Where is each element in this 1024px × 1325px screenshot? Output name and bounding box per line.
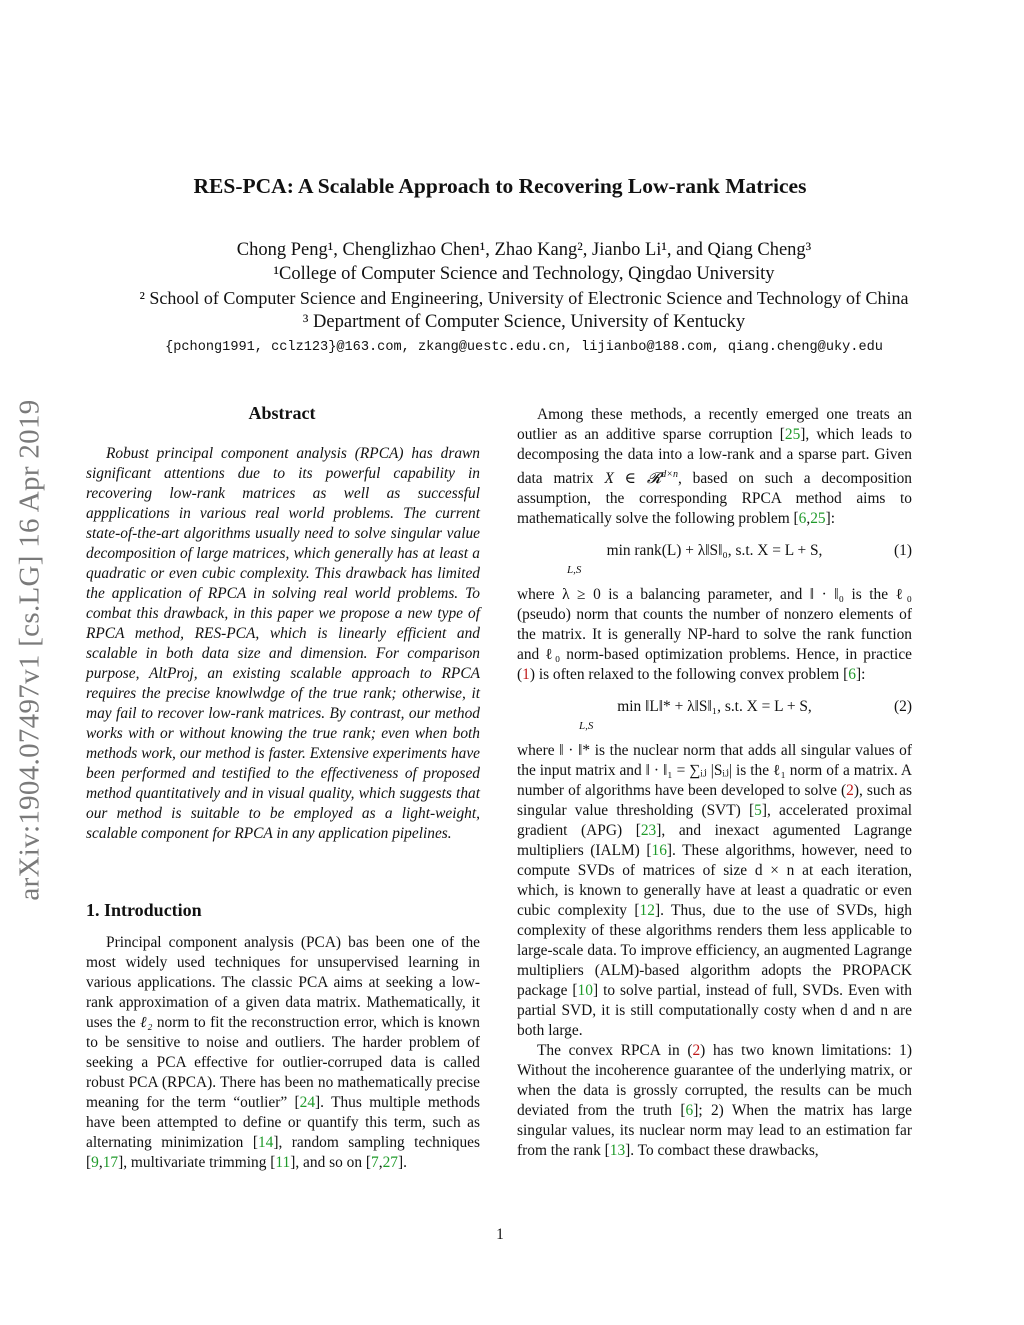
right-column	[517, 405, 912, 1161]
equation-2-subscript: L,S	[579, 720, 594, 733]
equation-reference-link[interactable]: 1	[522, 666, 530, 684]
equation-1-subscript: L,S	[567, 564, 582, 577]
equation-1	[517, 535, 912, 579]
citation-link[interactable]: 14	[257, 1134, 274, 1151]
page-number: 1	[496, 1226, 504, 1243]
arxiv-identifier	[2, 350, 58, 950]
equation-1-body: min rank(L) + λ‖S‖₀, s.t. X = L + S,	[606, 542, 823, 560]
citation-link[interactable]: 17	[102, 1154, 119, 1171]
equation-2	[517, 691, 912, 735]
abstract-body	[86, 444, 480, 844]
equation-reference-link[interactable]: 2	[692, 1042, 701, 1060]
citation-link[interactable]: 9	[91, 1154, 99, 1171]
equation-1-number: (1)	[894, 542, 912, 560]
citation-link[interactable]: 12	[639, 902, 655, 920]
citation-link[interactable]: 27	[382, 1154, 398, 1171]
citation-link[interactable]: 7	[371, 1154, 379, 1171]
citation-link[interactable]: 5	[754, 802, 762, 820]
right-paragraph-1: Among these methods, a recently emerged one treats an outlier as an additive sparse corruption [25], which leads to decomposing the data into a low-rank and a sparse part. Given data matrix X ∈ 𝓡$^{d\times n}$, based on such a decomposition assumption, the corresponding RPCA method aims to mathematically solve the following problem [6,25]:	[517, 406, 912, 528]
citation-link[interactable]: 24	[299, 1094, 316, 1111]
abstract-heading: Abstract	[248, 403, 316, 423]
author-list: Chong Peng¹, Chenglizhao Chen¹, Zhao Kang², Jianbo Li¹, and Qiang Cheng³	[236, 240, 812, 260]
citation-link[interactable]: 13	[609, 1142, 626, 1160]
right-paragraph-2: where λ ≥ 0 is a balancing parameter, and ‖ · ‖₀ is the ℓ₀ (pseudo) norm that counts the number of nonzero elements of the matrix. It is generally NP-hard to solve the rank function and ℓ₀ norm-based optimization problems. Hence, in practice (1) is often relaxed to the following convex problem [6]:	[517, 586, 912, 684]
citation-link[interactable]: 23	[640, 822, 657, 840]
equation-reference-link[interactable]: 2	[846, 782, 854, 800]
affiliation-2: ² School of Computer Science and Engineering, University of Electronic Science and Technology of China	[139, 288, 909, 308]
author-emails: {pchong1991, cclz123}@163.com, zkang@uestc.edu.cn, lijianbo@188.com, qiang.cheng@uky.edu	[165, 340, 883, 355]
citation-link[interactable]: 6	[798, 510, 807, 528]
affiliation-3: ³ Department of Computer Science, University of Kentucky	[302, 312, 746, 332]
equation-2-body: min ‖L‖* + λ‖S‖₁, s.t. X = L + S,	[617, 698, 812, 716]
affiliation-1: ¹College of Computer Science and Technology, Qingdao University	[273, 264, 775, 284]
citation-link[interactable]: 10	[577, 982, 593, 1000]
citation-link[interactable]: 25	[784, 426, 801, 443]
abstract-text: Robust principal component analysis (RPCA) has drawn significant attentions due to its powerful capability in recovering low-rank matrices as well as successful appplications in various real world problems. The current state-of-the-art algorithms usually need to solve singular value decomposition of large matrices, which generally has at least a quadratic or even cubic complexity. This drawback has limited the application of RPCA in solving real world problems. To combat this drawback, in this paper we propose a new type of RPCA method, RES-PCA, which is linearly efficient and scalable in both data size and dimension. For comparison purpose, AltProj, an existing scalable approach to RPCA requires the precise knowlwdge of the true rank; otherwise, it may fail to recover low-rank matrices. By contrast, our method works with or without knowing the true rank; even when both methods work, our method is faster. Extensive experiments have been performed and testified to the effectiveness of proposed method quantitatively and in visual quality, which suggests that our method is suitable to be employed as a light-weight, scalable component for RPCA in any application pipelines.	[86, 445, 480, 842]
introduction-left-column	[86, 933, 480, 1173]
arxiv-identifier-text: arXiv:1904.07497v1 [cs.LG] 16 Apr 2019	[13, 399, 46, 901]
right-paragraph-3: where ‖ · ‖* is the nuclear norm that adds all singular values of the input matrix and ‖ · ‖₁ = ∑ᵢⱼ |Sᵢⱼ| is the ℓ₁ norm of a matrix. A number of algorithms have been developed to solve (2), such as singular value thresholding (SVT) [5], accelerated proximal gradient (APG) [23], and inexact agumented Lagrange multipliers (IALM) [16]. These algorithms, however, need to compute SVDs of matrices of size d × n at each iteration, which, is known to generally have at least a quadratic or even cubic complexity [12]. Thus, due to the use of SVDs, high complexity of these algorithms renders them less applicable to large-scale data. To improve efficiency, an augmented Lagrange multipliers (ALM)-based algorithm adopts the PROPACK package [10] to solve partial, instead of full, SVDs. Even with partial SVD, it is still computationally costy when d and n are both large.	[517, 742, 912, 1040]
right-paragraph-4: The convex RPCA in (2) has two known limitations: 1) Without the incoherence guarantee of the underlying matrix, or when the data is grossly corrupted, the results can be much deviated from the truth [6]; 2) When the matrix has large singular values, its nuclear norm may lead to an estimation far from the rank [13]. To combact these drawbacks,	[517, 1042, 913, 1160]
citation-link[interactable]: 25	[810, 510, 826, 528]
intro-paragraph-1: Principal component analysis (PCA) bas been one of the most widely used techniques for unsupervised learning in various applications. The classic PCA aims at seeking a low-rank approximation of a given data matrix. Mathematically, it uses the ℓ₂ norm to fit the reconstruction error, which is known to be sensitive to noise and outliers. The harder problem of seeking a PCA effective for outlier-corruped data is called robust PCA (RPCA). There has been no mathematically precise meaning for the term “outlier” [24]. Thus multiple methods have been attempted to define or quantify this term, such as alternating minimization [14], random sampling techniques [9,17], multivariate trimming [11], and so on [7,27].	[86, 934, 480, 1171]
paper-title: RES-PCA: A Scalable Approach to Recovering Low-rank Matrices	[193, 174, 807, 198]
equation-2-number: (2)	[894, 698, 912, 716]
introduction-heading: 1. Introduction	[86, 900, 202, 920]
citation-link[interactable]: 16	[651, 842, 667, 860]
citation-link[interactable]: 11	[275, 1154, 291, 1171]
citation-link[interactable]: 6	[848, 666, 856, 684]
citation-link[interactable]: 6	[685, 1102, 694, 1120]
